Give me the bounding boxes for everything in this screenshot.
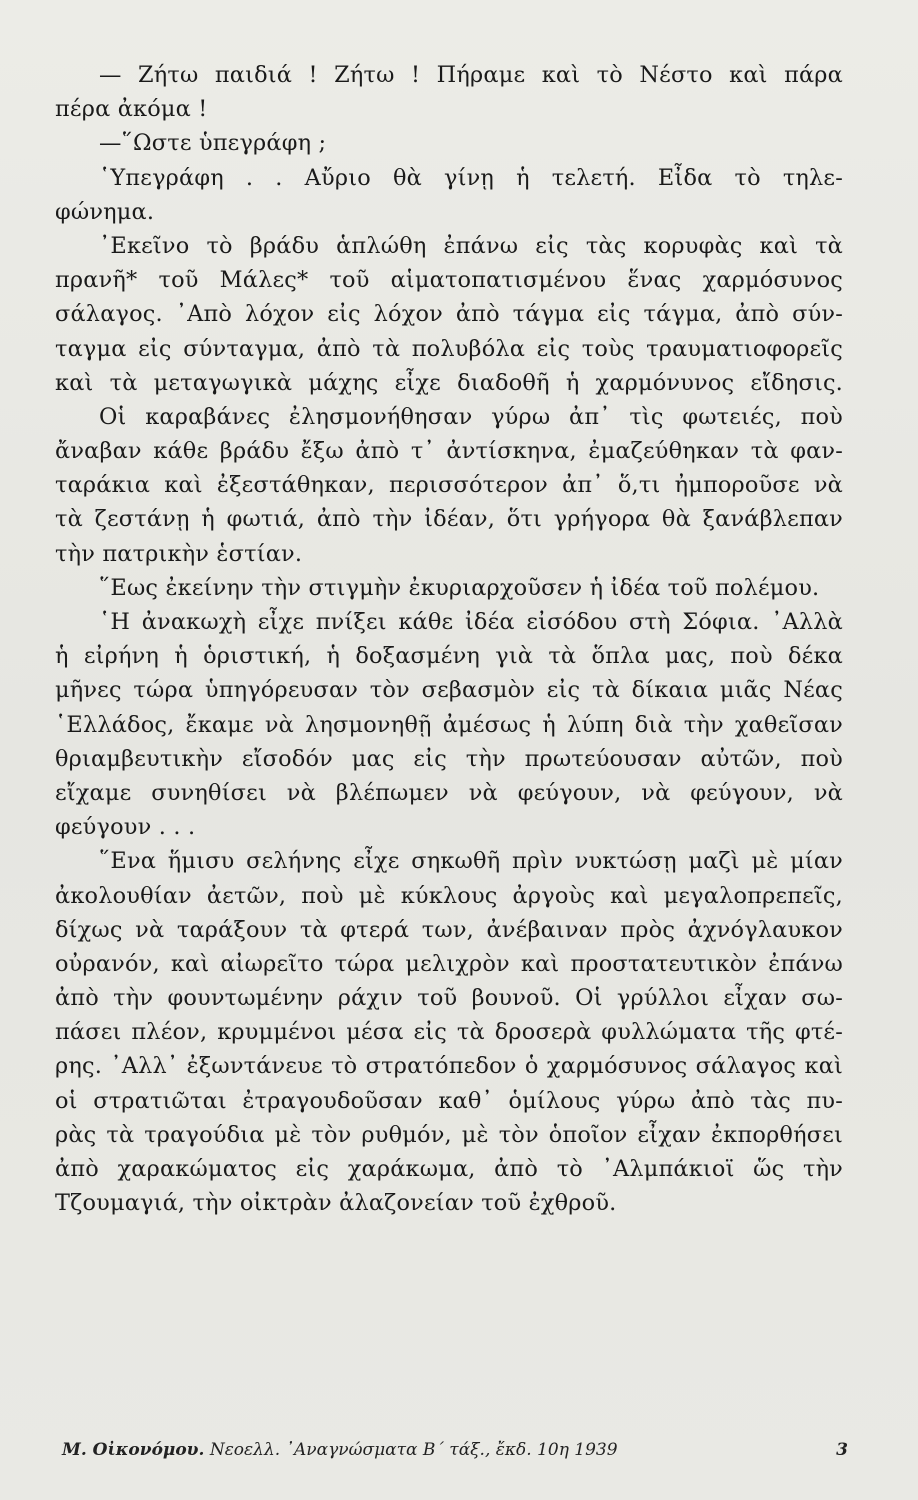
text-line: ῾Ελλάδος, ἔκαμε νὰ λησμονηθῇ ἀμέσως ἡ λύπη διὰ τὴν χαθεῖσαν [55, 711, 843, 738]
text-line: πάσει πλέον, κρυμμένοι μέσα εἰς τὰ δροσερὰ φυλλώματα τῆς φτέ- [55, 1019, 843, 1046]
text-line: μῆνες τώρα ὑπηγόρευσαν τὸν σεβασμὸν εἰς τὰ δίκαια μιᾶς Νέας [55, 677, 843, 704]
text-line: ρὰς τὰ τραγούδια μὲ τὸν ρυθμόν, μὲ τὸν ὁποῖον εἶχαν ἐκπορθήσει [55, 1121, 843, 1148]
text-line: — Ζήτω παιδιά ! Ζήτω ! Πήραμε καὶ τὸ Νέστο καὶ πάρα [99, 62, 843, 88]
text-line: ταράκια καὶ ἐξεστάθηκαν, περισσότερον ἀπ᾿ ὅ,τι ἠμποροῦσε νὰ [55, 472, 843, 499]
text-line: Τζουμαγιά, τὴν οἰκτρὰν ἀλαζονείαν τοῦ ἐχθροῦ. [55, 1190, 617, 1217]
text-line: ἀπὸ τὴν φουντωμένην ράχιν τοῦ βουνοῦ. Οἱ γρύλλοι εἶχαν σω- [55, 985, 843, 1012]
text-line: ᾿Εκεῖνο τὸ βράδυ ἁπλώθη ἐπάνω εἰς τὰς κορυφὰς καὶ τὰ [99, 232, 843, 259]
text-line: ἄναβαν κάθε βράδυ ἔξω ἀπὸ τ᾿ ἀντίσκηνα, ἐμαζεύθηκαν τὰ φαν- [55, 438, 843, 465]
text-line: θριαμβευτικὴν εἴσοδόν μας εἰς τὴν πρωτεύουσαν αὐτῶν, ποὺ [55, 745, 843, 772]
text-line: εἴχαμε συνηθίσει νὰ βλέπωμεν νὰ φεύγουν, νὰ φεύγουν, νὰ [55, 779, 843, 806]
text-line: καὶ τὰ μεταγωγικὰ μάχης εἶχε διαδοθῆ ἡ χαρμόνυνος εἴδησις. [55, 369, 843, 396]
page-footer [62, 1440, 848, 1470]
text-line: ῞Ενα ἥμισυ σελήνης εἶχε σηκωθῆ πρὶν νυκτώσῃ μαζὶ μὲ μίαν [99, 848, 843, 875]
text-line: οὐρανόν, καὶ αἰωρεῖτο τώρα μελιχρὸν καὶ προστατευτικὸν ἐπάνω [55, 950, 843, 977]
page-number: 3 [836, 1440, 848, 1460]
footer-citation [62, 1440, 618, 1460]
text-line: ταγμα εἰς σύνταγμα, ἀπὸ τὰ πολυβόλα εἰς τοὺς τραυματιοφορεῖς [55, 335, 843, 362]
text-line: τὴν πατρικὴν ἑστίαν. [55, 540, 303, 567]
footer-author: Μ. Οἰκονόμου. [62, 1440, 205, 1460]
text-line: ῞Εως ἐκείνην τὴν στιγμὴν ἐκυριαρχοῦσεν ἡ ἰδέα τοῦ πολέμου. [99, 574, 820, 601]
text-line: ῾Η ἀνακωχὴ εἶχε πνίξει κάθε ἰδέα εἰσόδου στὴ Σόφια. ᾿Αλλὰ [99, 609, 843, 635]
body-text [55, 58, 843, 1220]
text-line: πρανῆ* τοῦ Μάλες* τοῦ αἱματοπατισμένου ἕνας χαρμόσυνος [55, 267, 843, 294]
text-line: δίχως νὰ ταράξουν τὰ φτερά των, ἀνέβαιναν πρὸς ἀχνόγλαυκον [55, 916, 843, 943]
text-line: ἀκολουθίαν ἀετῶν, ποὺ μὲ κύκλους ἀργοὺς καὶ μεγαλοπρεπεῖς, [55, 882, 843, 909]
text-line: σάλαγος. ᾿Απὸ λόχον εἰς λόχον ἀπὸ τάγμα εἰς τάγμα, ἀπὸ σύν- [55, 301, 843, 328]
text-line: φεύγουν . . . [55, 814, 196, 841]
text-line: ῾Υπεγράφη . . Αὔριο θὰ γίνῃ ἡ τελετή. Εἶδα τὸ τηλε- [99, 164, 843, 191]
text-line: ρης. ᾿Αλλ᾿ ἐξωντάνευε τὸ στρατόπεδον ὁ χαρμόσυνος σάλαγος καὶ [55, 1053, 843, 1080]
text-line: πέρα ἀκόμα ! [55, 96, 208, 123]
text-line: ἀπὸ χαρακώματος εἰς χαράκωμα, ἀπὸ τὸ ᾿Αλμπάκιοϊ ὥς τὴν [55, 1156, 843, 1182]
text-line: τὰ ζεστάνῃ ἡ φωτιά, ἀπὸ τὴν ἰδέαν, ὅτι γρήγορα θὰ ξανάβλεπαν [55, 506, 843, 533]
text-line: —῞Ωστε ὑπεγράφη ; [99, 130, 327, 157]
text-line: Οἱ καραβάνες ἐλησμονήθησαν γύρω ἀπ᾿ τὶς φωτειές, ποὺ [99, 403, 843, 430]
footer-source: Νεοελλ. ᾿Αναγνώσματα Β΄ τάξ., ἔκδ. 10η 1939 [209, 1440, 618, 1460]
text-line: ἡ εἰρήνη ἡ ὁριστική, ἡ δοξασμένη γιὰ τὰ ὅπλα μας, ποὺ δέκα [55, 643, 843, 670]
text-line: οἱ στρατιῶται ἐτραγουδοῦσαν καθ᾿ ὁμίλους γύρω ἀπὸ τὰς πυ- [55, 1087, 843, 1114]
text-line: φώνημα. [55, 198, 155, 225]
